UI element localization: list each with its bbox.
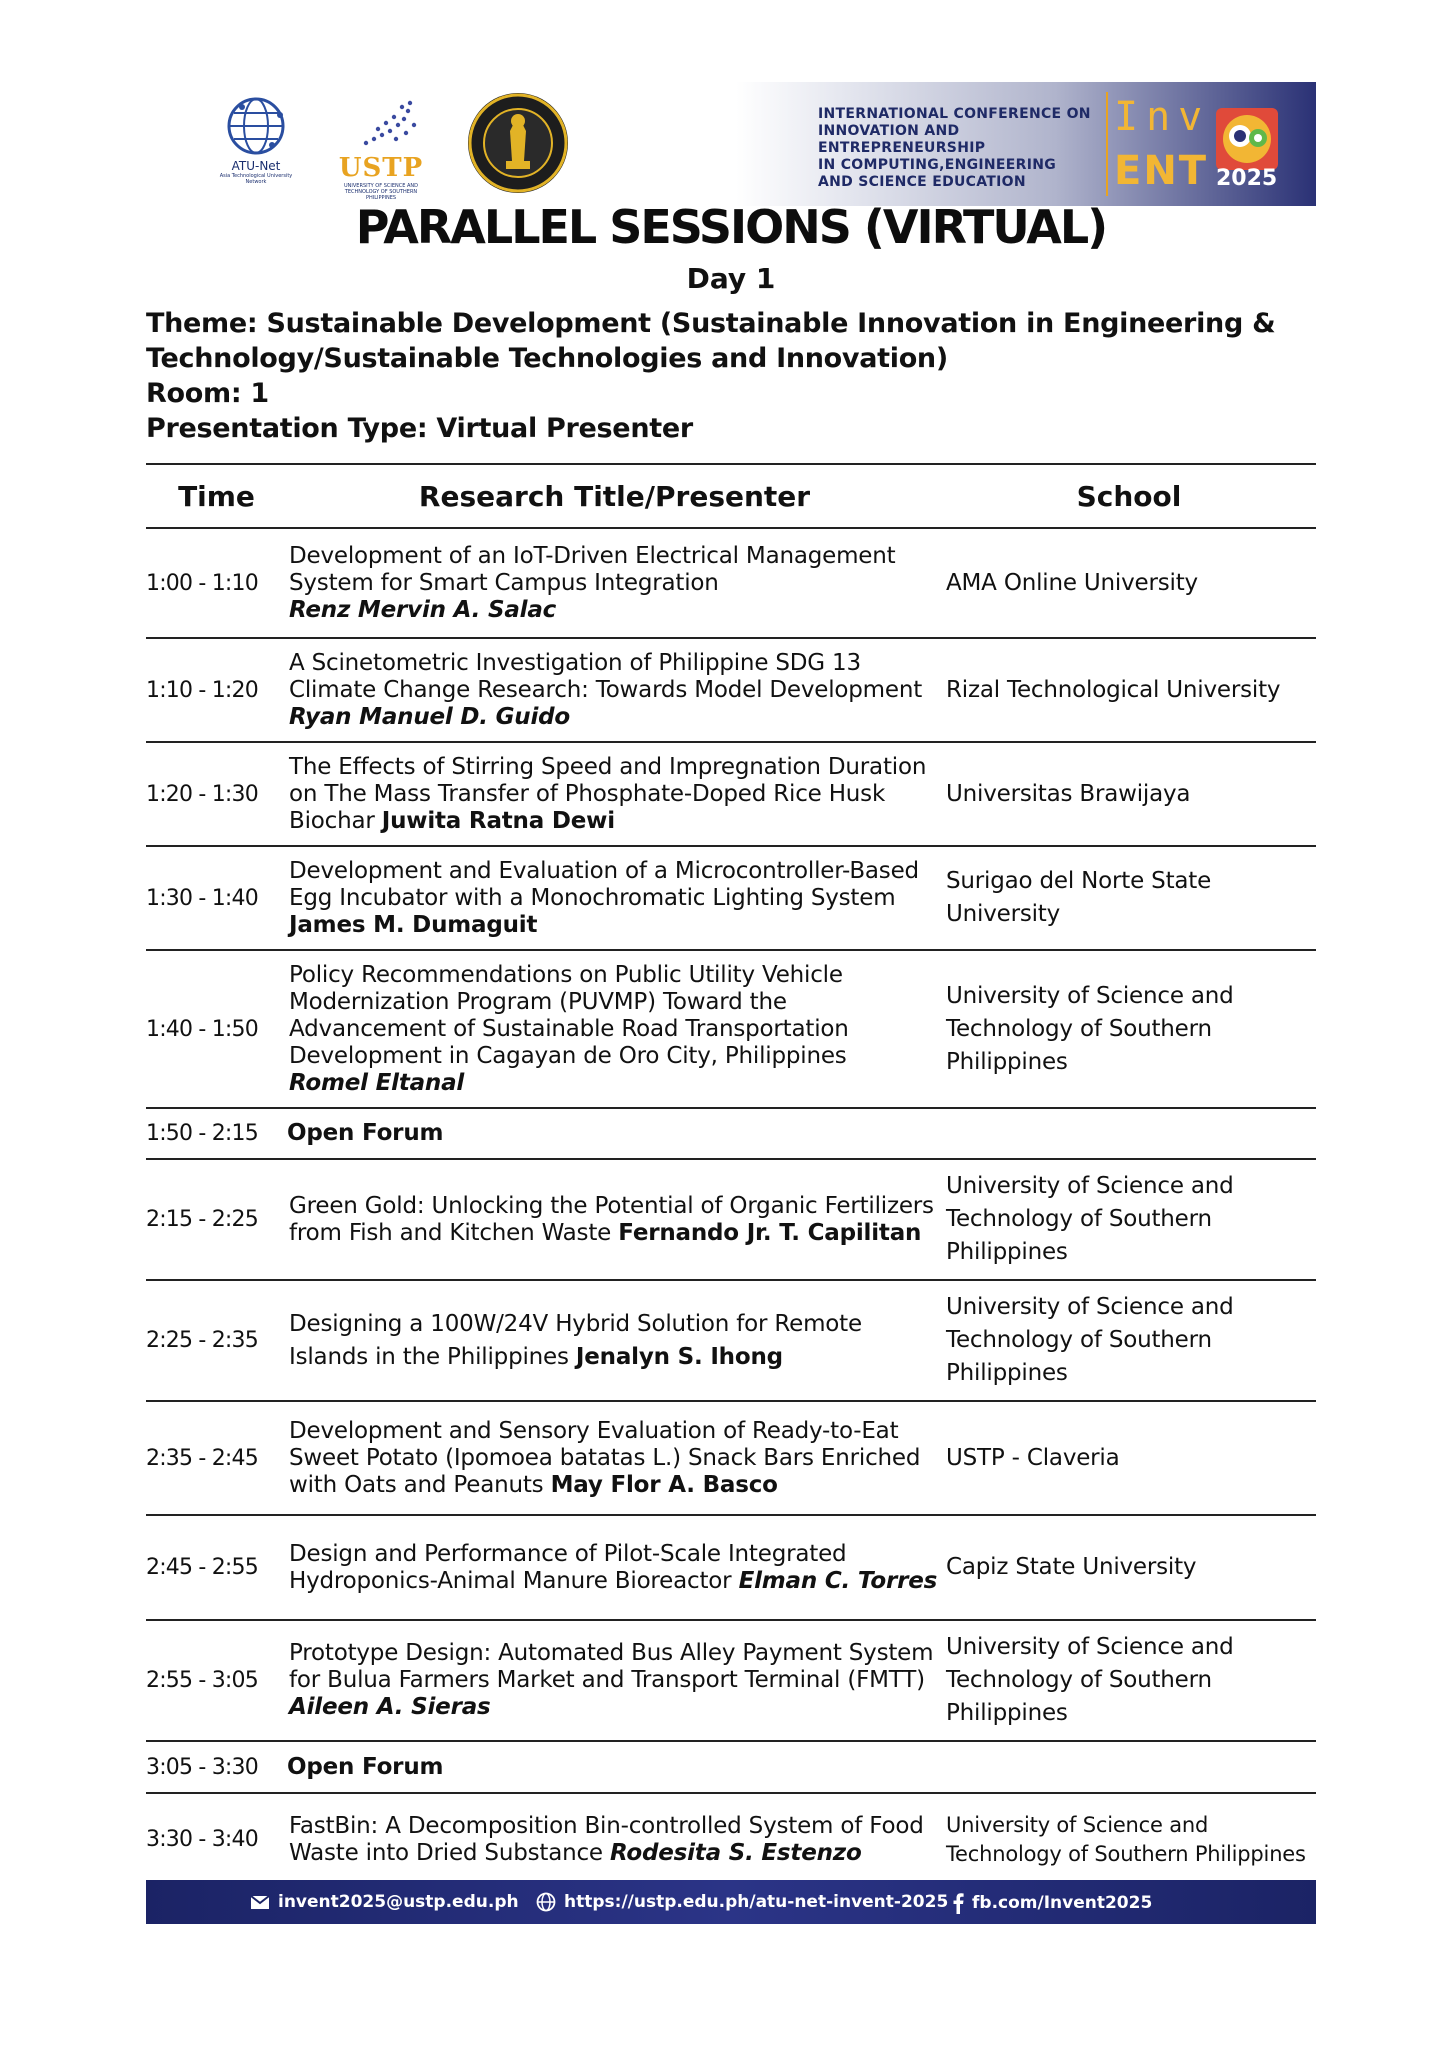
footer-email-text: invent2025@ustp.edu.ph [278, 1892, 519, 1912]
schedule-page [146, 0, 1316, 1913]
row-school: University of Science and Technology of Southern Philippines [946, 1812, 1306, 1866]
title-text: Development and Sensory Evaluation of Ready-to-Eat Sweet Potato (Ipomoea batatas L.) Snack Bars Enriched with Oats and Peanuts [289, 1417, 921, 1498]
header-title: Research Title/Presenter [287, 464, 942, 528]
banner-divider [1106, 92, 1108, 196]
table-row [146, 742, 1316, 846]
table-row-forum [146, 1108, 1316, 1159]
row-time: 2:55 - 3:05 [146, 1620, 287, 1741]
presenter-name: Rodesita S. Estenzo [609, 1839, 862, 1866]
envelope-icon [250, 1895, 270, 1910]
footer-website[interactable] [536, 1892, 948, 1912]
title-text: Development of an IoT-Driven Electrical Management System for Smart Campus Integration [289, 542, 896, 596]
presenter-name: Romel Eltanal [289, 1069, 465, 1096]
invent-logo-top: Inv [1114, 94, 1211, 140]
title-text: Green Gold: Unlocking the Potential of Organic Fertilizers from Fish and Kitchen Waste [289, 1192, 934, 1246]
footer-website-text: https://ustp.edu.ph/atu-net-invent-2025 [564, 1892, 949, 1912]
title-text: Prototype Design: Automated Bus Alley Payment System for Bulua Farmers Market and Transport Terminal (FMTT) [289, 1640, 934, 1693]
row-time: 1:20 - 1:30 [146, 742, 287, 846]
footer-facebook[interactable] [952, 1892, 1152, 1914]
conference-line-1: INTERNATIONAL CONFERENCE ON [818, 106, 1091, 122]
invent-mark-icon [1214, 106, 1280, 172]
row-title [287, 1280, 942, 1401]
atu-net-logo [216, 95, 296, 185]
conference-name [818, 106, 1098, 191]
row-time: 1:50 - 2:15 [146, 1108, 287, 1159]
row-school: University of Science and Technology of Southern Philippines [942, 1159, 1316, 1280]
conference-line-3: IN COMPUTING,ENGINEERING [818, 157, 1057, 173]
session-meta [146, 306, 1316, 446]
page-title: PARALLEL SESSIONS (VIRTUAL) [355, 200, 1107, 254]
theme-line: Theme: Sustainable Development (Sustainable Innovation in Engineering & Technology/Sustainable Technologies and Innovation) [146, 308, 1276, 374]
table-row [146, 1515, 1316, 1620]
presenter-name: Fernando Jr. T. Capilitan [618, 1219, 922, 1246]
row-title [287, 950, 942, 1108]
row-time: 3:30 - 3:40 [146, 1827, 258, 1852]
table-row [146, 528, 1316, 638]
universitas-brawijaya-seal-icon [466, 91, 570, 195]
row-school: Capiz State University [942, 1515, 1316, 1620]
conference-line-4: AND SCIENCE EDUCATION [818, 174, 1026, 190]
row-school: University of Science and Technology of Southern Philippines [942, 1280, 1316, 1401]
open-forum-label: Open Forum [287, 1741, 1316, 1793]
title-text: A Scinetometric Investigation of Philippine SDG 13 Climate Change Research: Towards Model Development [289, 649, 923, 703]
table-row-forum [146, 1741, 1316, 1793]
conference-banner [736, 82, 1316, 206]
ustp-label: USTP [338, 153, 424, 183]
row-time: 2:45 - 2:55 [146, 1515, 287, 1620]
row-title [287, 1620, 942, 1741]
footer-contact-bar [146, 1880, 1316, 1924]
room-line: Room: 1 [146, 378, 269, 409]
row-title [287, 638, 942, 742]
globe-icon [536, 1892, 556, 1912]
presenter-name: Ryan Manuel D. Guido [289, 703, 571, 730]
presenter-name: Jenalyn S. Ihong [575, 1343, 783, 1370]
row-title [287, 846, 942, 950]
header [146, 0, 1316, 210]
row-time: 1:40 - 1:50 [146, 950, 287, 1108]
schedule-table [146, 463, 1316, 1885]
title-text: Design and Performance of Pilot-Scale Integrated Hydroponics-Animal Manure Bioreactor [289, 1540, 847, 1594]
ustp-logo [336, 95, 426, 201]
table-row [146, 638, 1316, 742]
table-row [146, 950, 1316, 1108]
row-time: 1:00 - 1:10 [146, 528, 287, 638]
row-school: University of Science and Technology of Southern Philippines [942, 950, 1316, 1108]
title-text: FastBin: A Decomposition Bin-controlled System of Food Waste into Dried Substance [289, 1812, 924, 1866]
row-school: Surigao del Norte State University [942, 846, 1316, 950]
presenter-name: Renz Mervin A. Salac [289, 596, 557, 623]
row-time: 2:25 - 2:35 [146, 1280, 287, 1401]
atu-globe-icon [222, 95, 290, 157]
table-row [146, 1280, 1316, 1401]
row-title [287, 742, 942, 846]
table-row [146, 1401, 1316, 1515]
row-school: USTP - Claveria [942, 1401, 1316, 1515]
row-time: 2:15 - 2:25 [146, 1159, 287, 1280]
day-label: Day 1 [686, 262, 776, 295]
partner-logos [216, 95, 570, 201]
invent-year: 2025 [1216, 166, 1278, 191]
table-row [146, 1620, 1316, 1741]
title-text: The Effects of Stirring Speed and Impregnation Duration on The Mass Transfer of Phosphate-Doped Rice Husk Biochar [289, 753, 927, 834]
invent-logo [1114, 92, 1310, 198]
row-time: 1:10 - 1:20 [146, 638, 287, 742]
row-title [287, 1159, 942, 1280]
title-text: Policy Recommendations on Public Utility Vehicle Modernization Program (PUVMP) Toward the Advancement of Sustainable Road Transportation Development in Cagayan de Oro City, Philippines [289, 961, 849, 1069]
table-row [146, 1793, 1316, 1885]
open-forum-label: Open Forum [287, 1108, 1316, 1159]
presentation-type-line: Presentation Type: Virtual Presenter [146, 413, 693, 444]
footer-email[interactable] [250, 1892, 519, 1912]
row-school: Rizal Technological University [942, 638, 1316, 742]
presenter-name: Elman C. Torres [738, 1567, 938, 1594]
row-title [287, 528, 942, 638]
schedule-table-wrap [146, 463, 1316, 1885]
row-title [287, 1793, 942, 1885]
conference-line-2: INNOVATION AND ENTREPRENEURSHIP [818, 123, 986, 156]
presenter-name: Aileen A. Sieras [289, 1694, 491, 1720]
invent-logo-bottom: ENT [1114, 148, 1209, 194]
row-title [287, 1401, 942, 1515]
ustp-sublabel: UNIVERSITY OF SCIENCE AND TECHNOLOGY OF SOUTHERN PHILIPPINES [344, 183, 418, 201]
footer-facebook-text: fb.com/Invent2025 [972, 1893, 1153, 1913]
row-school: Universitas Brawijaya [942, 742, 1316, 846]
row-school: University of Science and Technology of Southern Philippines [942, 1620, 1316, 1741]
row-time: 1:30 - 1:40 [146, 846, 287, 950]
row-time: 2:35 - 2:45 [146, 1401, 287, 1515]
header-school: School [942, 464, 1316, 528]
row-school: AMA Online University [942, 528, 1316, 638]
header-time: Time [146, 464, 287, 528]
presenter-name: James M. Dumaguit [289, 911, 538, 938]
title-text: Development and Evaluation of a Microcontroller-Based Egg Incubator with a Monochromatic Lighting System [289, 857, 919, 911]
atu-net-sublabel: Asia Technological University Network [219, 173, 293, 185]
table-row [146, 1159, 1316, 1280]
facebook-icon [952, 1892, 964, 1914]
table-header-row [146, 464, 1316, 528]
ustp-dots-icon [336, 95, 426, 155]
presenter-name: May Flor A. Basco [550, 1471, 778, 1498]
row-time: 3:05 - 3:30 [146, 1741, 287, 1793]
title-text: Designing a 100W/24V Hybrid Solution for Remote Islands in the Philippines [289, 1310, 862, 1370]
atu-net-label: ATU-Net [231, 159, 281, 173]
presenter-name: Juwita Ratna Dewi [381, 807, 615, 834]
row-title [287, 1515, 942, 1620]
table-row [146, 846, 1316, 950]
